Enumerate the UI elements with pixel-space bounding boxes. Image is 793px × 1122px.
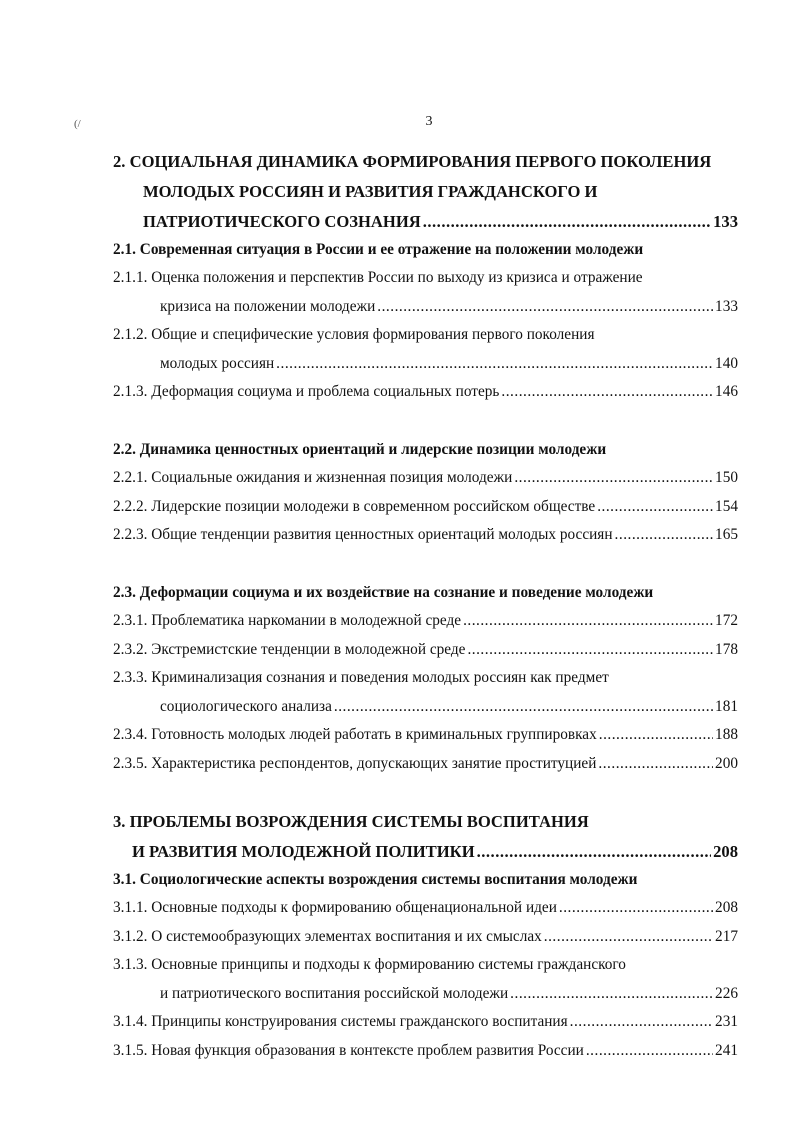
section-title: 2.1. Современная ситуация в России и ее отражение на положении молодежи	[113, 241, 644, 258]
toc-entry-2-3-5[interactable]	[113, 752, 738, 776]
chapter-3-title-line2: И РАЗВИТИЯ МОЛОДЕЖНОЙ ПОЛИТИКИ	[132, 842, 475, 861]
dot-leader	[276, 352, 713, 376]
entry-title: 2.2.3. Общие тенденции развития ценностных ориентаций молодых россиян	[113, 526, 613, 543]
chapter-2-title-line1: 2. СОЦИАЛЬНАЯ ДИНАМИКА ФОРМИРОВАНИЯ ПЕРВОГО ПОКОЛЕНИЯ	[113, 152, 712, 171]
dot-leader	[501, 380, 713, 404]
entry-title: 2.1.3. Деформация социума и проблема социальных потерь	[113, 383, 500, 400]
chapter-2-title-cont[interactable]	[143, 180, 738, 204]
entry-title-cont: кризиса на положении молодежи	[160, 298, 376, 315]
dot-leader	[510, 982, 713, 1006]
toc-entry-2-1-3[interactable]	[113, 380, 738, 404]
page-ref: 181	[715, 698, 738, 715]
chapter-3-title-line1: 3. ПРОБЛЕМЫ ВОЗРОЖДЕНИЯ СИСТЕМЫ ВОСПИТАНИЯ	[113, 812, 589, 831]
toc-entry-2-3-2[interactable]	[113, 638, 738, 662]
section-title: 3.1. Социологические аспекты возрождения системы воспитания молодежи	[113, 871, 638, 888]
entry-title: 2.3.2. Экстремистские тенденции в молодежной среде	[113, 641, 466, 658]
page-ref: 188	[715, 726, 738, 743]
entry-title-cont: и патриотического воспитания российской молодежи	[160, 985, 509, 1002]
dot-leader	[615, 523, 714, 547]
entry-title: 3.1.1. Основные подходы к формированию общенациональной идеи	[113, 899, 557, 916]
dot-leader	[599, 723, 713, 747]
entry-title-cont: социологического анализа	[160, 698, 332, 715]
toc-entry-3-1-5[interactable]	[113, 1039, 738, 1063]
page-ref: 217	[715, 928, 738, 945]
page-ref: 178	[715, 641, 738, 658]
entry-title: 3.1.2. О системообразующих элементах воспитания и их смыслах	[113, 928, 542, 945]
dot-leader	[544, 925, 713, 949]
entry-title: 3.1.5. Новая функция образования в контексте проблем развития России	[113, 1042, 584, 1059]
entry-title: 2.3.1. Проблематика наркомании в молодежной среде	[113, 612, 462, 629]
entry-title: 2.3.3. Криминализация сознания и поведения молодых россиян как предмет	[113, 669, 609, 686]
dot-leader	[377, 295, 713, 319]
dot-leader	[423, 210, 711, 234]
chapter-2-title[interactable]	[113, 150, 738, 174]
toc-entry-2-2-1[interactable]	[113, 466, 738, 490]
toc-entry-3-1-2[interactable]	[113, 925, 738, 949]
dot-leader	[477, 840, 712, 864]
entry-title: 2.1.1. Оценка положения и перспектив России по выходу из кризиса и отражение	[113, 269, 643, 286]
toc-entry-2-3-3-cont[interactable]	[160, 695, 738, 719]
entry-title: 2.3.4. Готовность молодых людей работать в криминальных группировках	[113, 726, 597, 743]
toc-entry-chapter-3[interactable]	[132, 840, 738, 864]
toc-entry-2-3-1[interactable]	[113, 609, 738, 633]
page-ref: 133	[715, 298, 738, 315]
toc-entry-2-1-1[interactable]	[113, 266, 738, 290]
dot-leader	[570, 1010, 713, 1034]
section-2-2-title[interactable]	[113, 438, 738, 462]
page-ref: 146	[715, 383, 738, 400]
section-3-1-title[interactable]	[113, 868, 738, 892]
toc-entry-2-1-2[interactable]	[113, 323, 738, 347]
section-title: 2.2. Динамика ценностных ориентаций и лидерские позиции молодежи	[113, 441, 607, 458]
dot-leader	[598, 752, 713, 776]
page-ref: 200	[715, 755, 738, 772]
entry-title: 3.1.3. Основные принципы и подходы к формированию системы гражданского	[113, 956, 626, 973]
entry-title: 3.1.4. Принципы конструирования системы гражданского воспитания	[113, 1013, 568, 1030]
page-number: 3	[425, 114, 433, 129]
page-ref: 133	[713, 212, 738, 231]
page-ref: 150	[715, 469, 738, 486]
dot-leader	[559, 896, 713, 920]
page-ref: 172	[715, 612, 738, 629]
toc-entry-3-1-4[interactable]	[113, 1010, 738, 1034]
page-ref: 208	[715, 899, 738, 916]
toc-entry-3-1-3[interactable]	[113, 953, 738, 977]
chapter-2-title-line2: МОЛОДЫХ РОССИЯН И РАЗВИТИЯ ГРАЖДАНСКОГО И	[143, 182, 598, 201]
page-ref: 140	[715, 355, 738, 372]
page-ref: 226	[715, 985, 738, 1002]
dot-leader	[514, 466, 713, 490]
page-ref: 231	[715, 1013, 738, 1030]
dot-leader	[467, 638, 713, 662]
toc-entry-3-1-3-cont[interactable]	[160, 982, 738, 1006]
scan-mark: (/	[74, 118, 81, 130]
toc-entry-2-2-2[interactable]	[113, 495, 738, 519]
dot-leader	[463, 609, 713, 633]
chapter-3-title[interactable]	[113, 810, 738, 834]
entry-title: 2.3.5. Характеристика респондентов, допускающих занятие проституцией	[113, 755, 597, 772]
chapter-2-title-line3: ПАТРИОТИЧЕСКОГО СОЗНАНИЯ	[143, 212, 421, 231]
toc-entry-chapter-2[interactable]	[143, 210, 738, 234]
dot-leader	[586, 1039, 713, 1063]
toc-entry-2-1-1-cont[interactable]	[160, 295, 738, 319]
toc-entry-2-1-2-cont[interactable]	[160, 352, 738, 376]
toc-entry-3-1-1[interactable]	[113, 896, 738, 920]
page-ref: 208	[713, 842, 738, 861]
section-title: 2.3. Деформации социума и их воздействие на сознание и поведение молодежи	[113, 584, 654, 601]
entry-title: 2.2.2. Лидерские позиции молодежи в современном российском обществе	[113, 498, 596, 515]
dot-leader	[597, 495, 713, 519]
toc-entry-2-3-4[interactable]	[113, 723, 738, 747]
section-2-1-title[interactable]	[113, 238, 738, 262]
toc-entry-2-2-3[interactable]	[113, 523, 738, 547]
page-ref: 154	[715, 498, 738, 515]
section-2-3-title[interactable]	[113, 581, 738, 605]
page-ref: 241	[715, 1042, 738, 1059]
page-ref: 165	[715, 526, 738, 543]
dot-leader	[334, 695, 713, 719]
entry-title: 2.1.2. Общие и специфические условия формирования первого поколения	[113, 326, 595, 343]
toc-entry-2-3-3[interactable]	[113, 666, 738, 690]
entry-title: 2.2.1. Социальные ожидания и жизненная позиция молодежи	[113, 469, 513, 486]
entry-title-cont: молодых россиян	[160, 355, 275, 372]
